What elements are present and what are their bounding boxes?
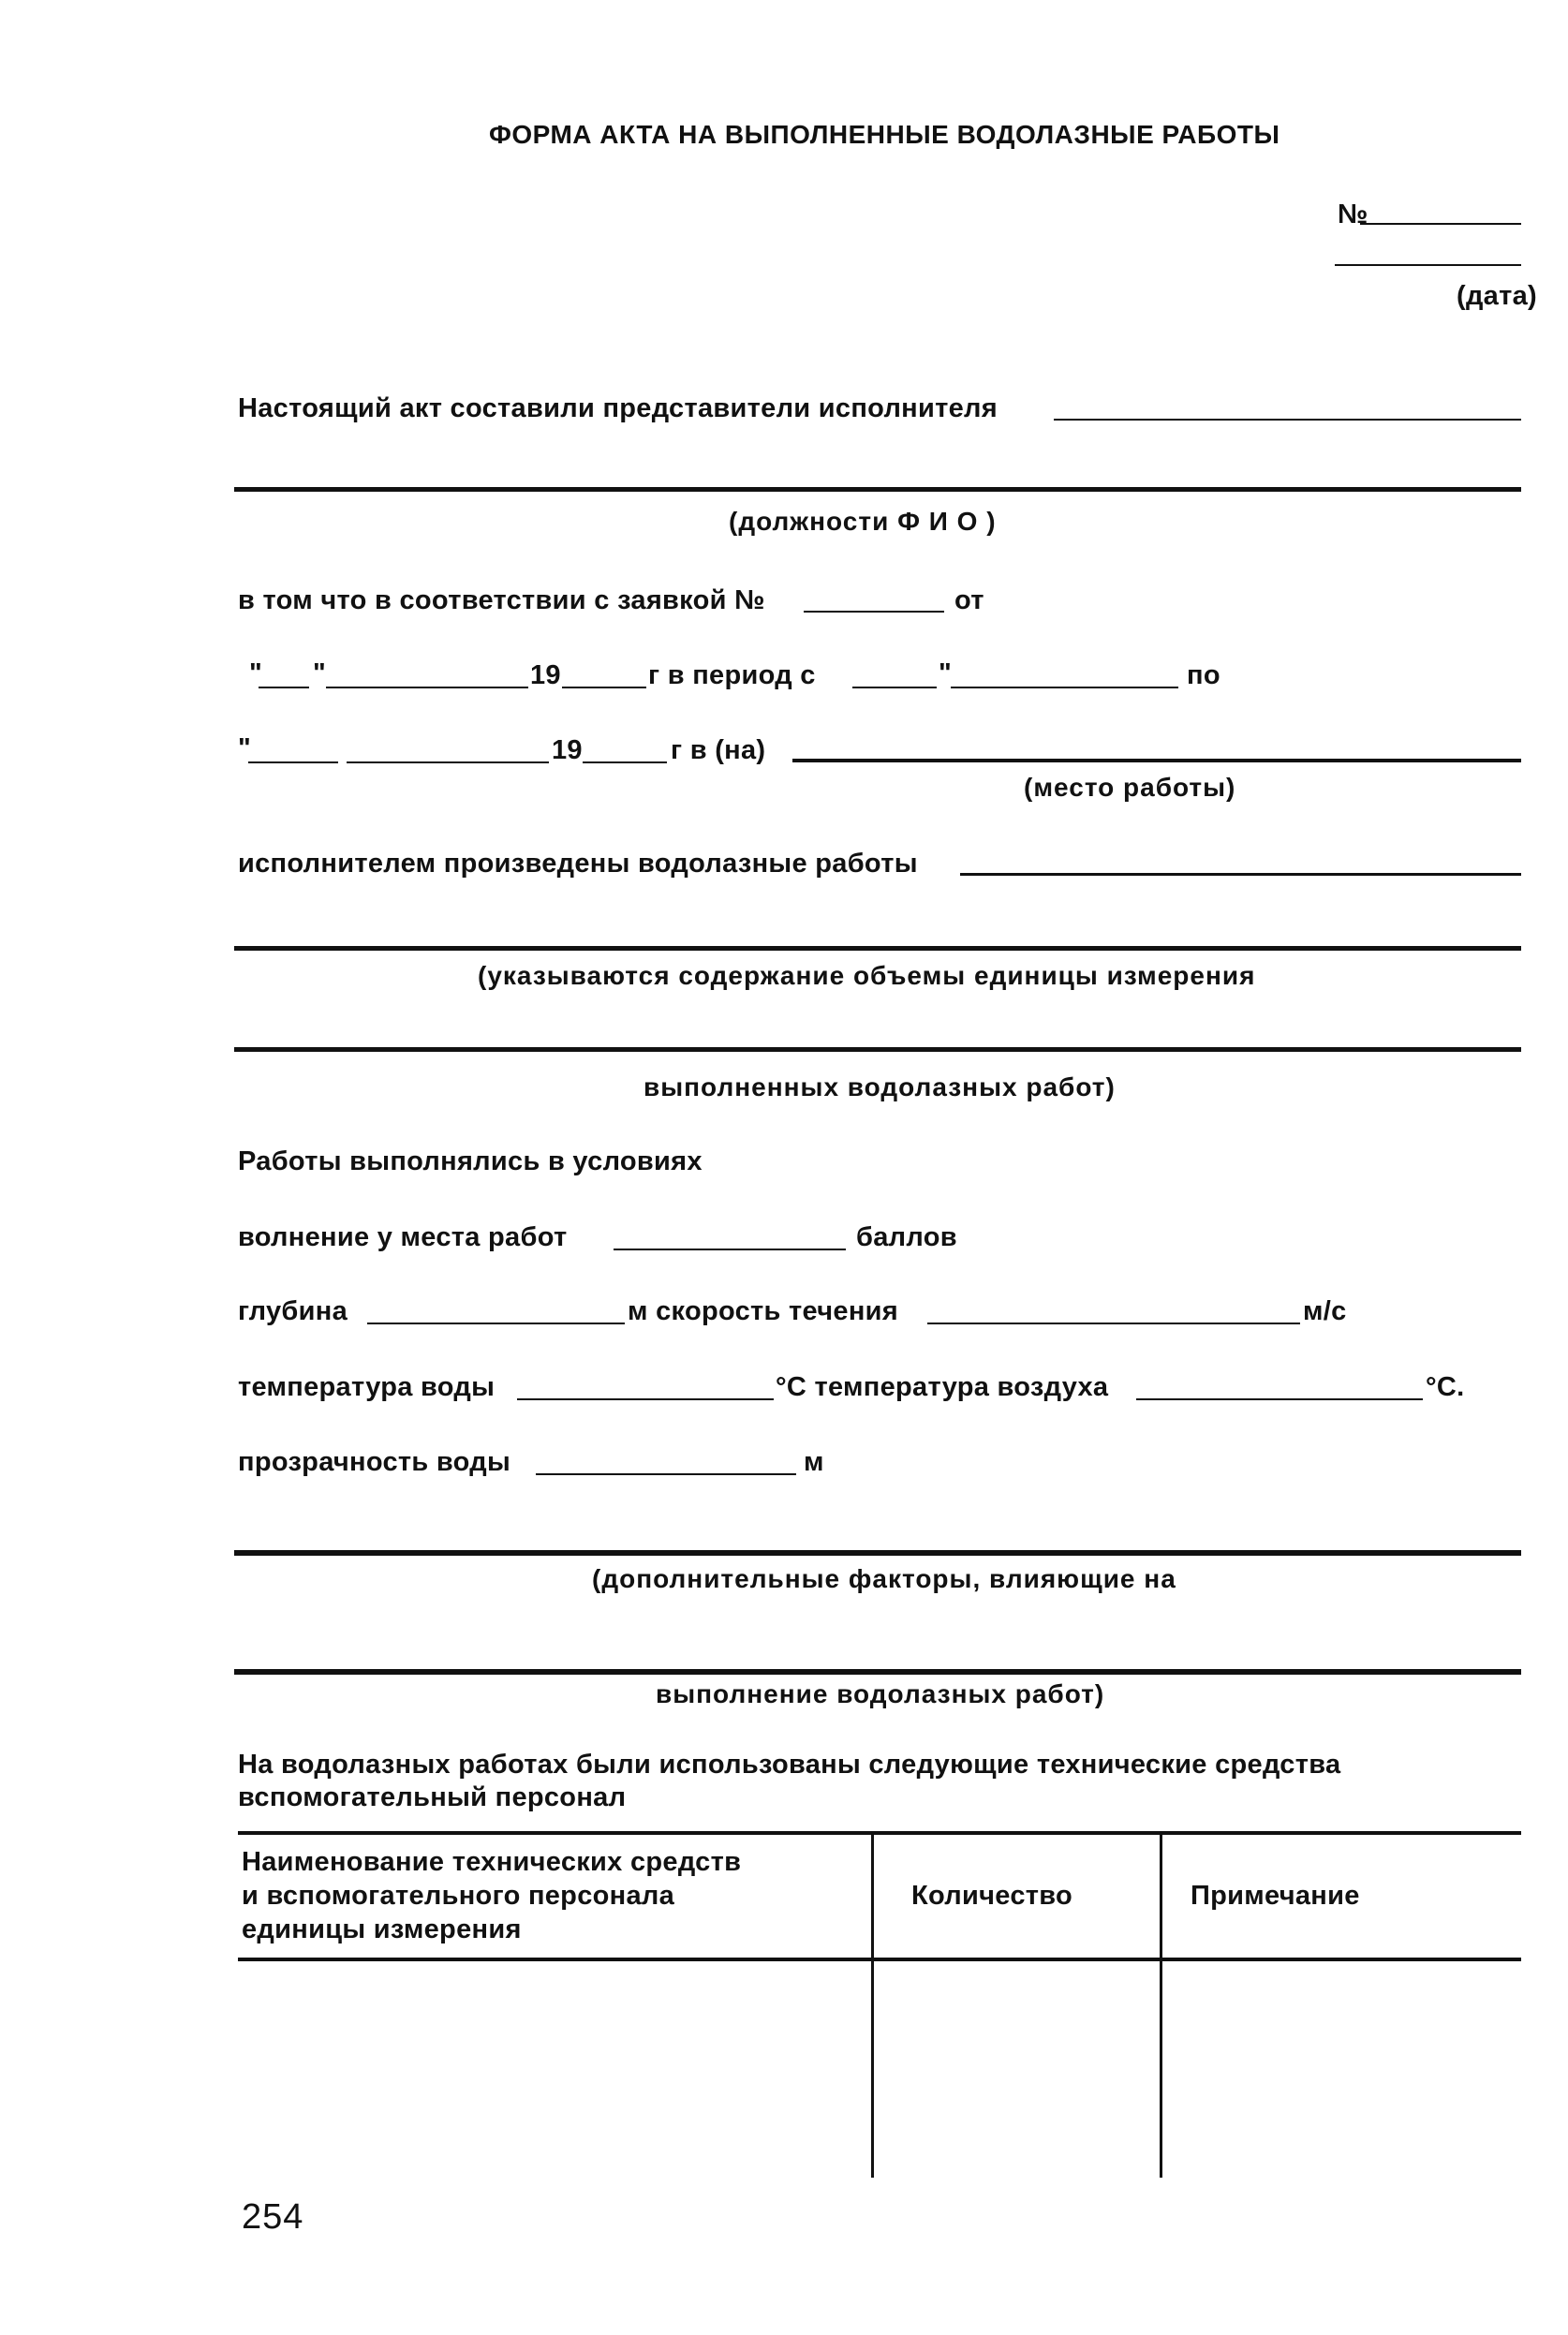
current-field[interactable] xyxy=(927,1323,1300,1324)
extra-factors-field-line1[interactable] xyxy=(234,1550,1521,1556)
waves-unit: баллов xyxy=(856,1222,957,1252)
extra-factors-caption-2: выполнение водолазных работ) xyxy=(656,1679,1105,1708)
positions-caption: (должности Ф И О ) xyxy=(729,507,997,536)
table-cell-name[interactable] xyxy=(242,1965,867,2171)
current-unit: м/с xyxy=(1303,1296,1347,1326)
column-header-notes: Примечание xyxy=(1191,1881,1360,1911)
request-label: в том что в соответствии с заявкой № xyxy=(238,585,765,615)
year-prefix-2: 19 xyxy=(552,735,583,765)
depth-label: глубина xyxy=(238,1296,348,1326)
close-quote: " xyxy=(313,658,327,688)
extra-factors-caption-1: (дополнительные факторы, влияющие на xyxy=(592,1564,1176,1593)
clarity-unit: м xyxy=(804,1447,824,1477)
start-month-field[interactable] xyxy=(326,687,528,688)
open-quote-2: " xyxy=(238,733,252,763)
period-from-day-field[interactable] xyxy=(852,687,937,688)
depth-unit-current-label: м скорость течения xyxy=(628,1296,898,1326)
period-from-label: г в период с xyxy=(648,660,816,690)
water-temp-unit-air-label: °С температура воздуха xyxy=(776,1372,1109,1402)
period-from-quote: " xyxy=(939,658,953,688)
air-temp-field[interactable] xyxy=(1136,1398,1423,1400)
conditions-heading: Работы выполнялись в условиях xyxy=(238,1146,703,1176)
column-header-name xyxy=(242,1845,741,1946)
representatives-field-line2[interactable] xyxy=(234,487,1521,492)
works-field-line2[interactable] xyxy=(234,946,1521,951)
page-number: 254 xyxy=(242,2197,304,2237)
page-title: ФОРМА АКТА НА ВЫПОЛНЕННЫЕ ВОДОЛАЗНЫЕ РАБОТЫ xyxy=(489,120,1280,149)
end-day-field[interactable] xyxy=(248,761,338,763)
act-number-label: № xyxy=(1338,200,1368,229)
start-year-field[interactable] xyxy=(562,687,646,688)
place-caption: (место работы) xyxy=(1024,773,1236,802)
representatives-label: Настоящий акт составили представители исполнителя xyxy=(238,393,998,423)
request-number-field[interactable] xyxy=(804,611,944,613)
works-field-line3[interactable] xyxy=(234,1047,1521,1052)
act-number-field[interactable] xyxy=(1360,223,1521,225)
end-year-field[interactable] xyxy=(583,761,667,763)
table-header-rule xyxy=(238,1958,1521,1961)
water-temp-label: температура воды xyxy=(238,1372,496,1402)
table-top-rule xyxy=(238,1831,1521,1835)
period-from-month-field[interactable] xyxy=(951,687,1178,688)
request-from-label: от xyxy=(954,585,984,615)
table-divider-1 xyxy=(871,1833,874,2178)
extra-factors-field-line2[interactable] xyxy=(234,1669,1521,1675)
works-field[interactable] xyxy=(960,873,1521,876)
column-header-quantity: Количество xyxy=(911,1881,1073,1911)
place-prefix-label: г в (на) xyxy=(671,735,766,765)
end-month-field[interactable] xyxy=(347,761,549,763)
works-caption-1: (указываются содержание объемы единицы измерения xyxy=(478,961,1256,990)
period-to-label: по xyxy=(1187,660,1220,690)
air-temp-unit: °С. xyxy=(1426,1372,1465,1402)
table-cell-quantity[interactable] xyxy=(877,1965,1156,2171)
representatives-field[interactable] xyxy=(1054,419,1521,421)
act-date-field[interactable] xyxy=(1335,264,1521,266)
date-caption: (дата) xyxy=(1457,281,1537,311)
clarity-field[interactable] xyxy=(536,1473,796,1475)
open-quote: " xyxy=(249,658,263,688)
water-temp-field[interactable] xyxy=(517,1398,774,1400)
works-caption-2: выполненных водолазных работ) xyxy=(643,1072,1116,1101)
equipment-heading-2: вспомогательный персонал xyxy=(238,1782,627,1812)
depth-field[interactable] xyxy=(367,1323,625,1324)
place-field[interactable] xyxy=(792,759,1521,762)
start-day-field[interactable] xyxy=(259,687,309,688)
waves-field[interactable] xyxy=(614,1249,846,1250)
table-cell-notes[interactable] xyxy=(1165,1965,1519,2171)
column-header-name-text: Наименование технических средств и вспомогательного персонала единицы измерения xyxy=(242,1847,742,1944)
year-prefix-1: 19 xyxy=(530,660,561,690)
table-divider-2 xyxy=(1160,1833,1162,2178)
equipment-heading-1: На водолазных работах были использованы следующие технические средства xyxy=(238,1750,1341,1780)
works-label: исполнителем произведены водолазные работы xyxy=(238,849,918,879)
waves-label: волнение у места работ xyxy=(238,1222,568,1252)
clarity-label: прозрачность воды xyxy=(238,1447,511,1477)
